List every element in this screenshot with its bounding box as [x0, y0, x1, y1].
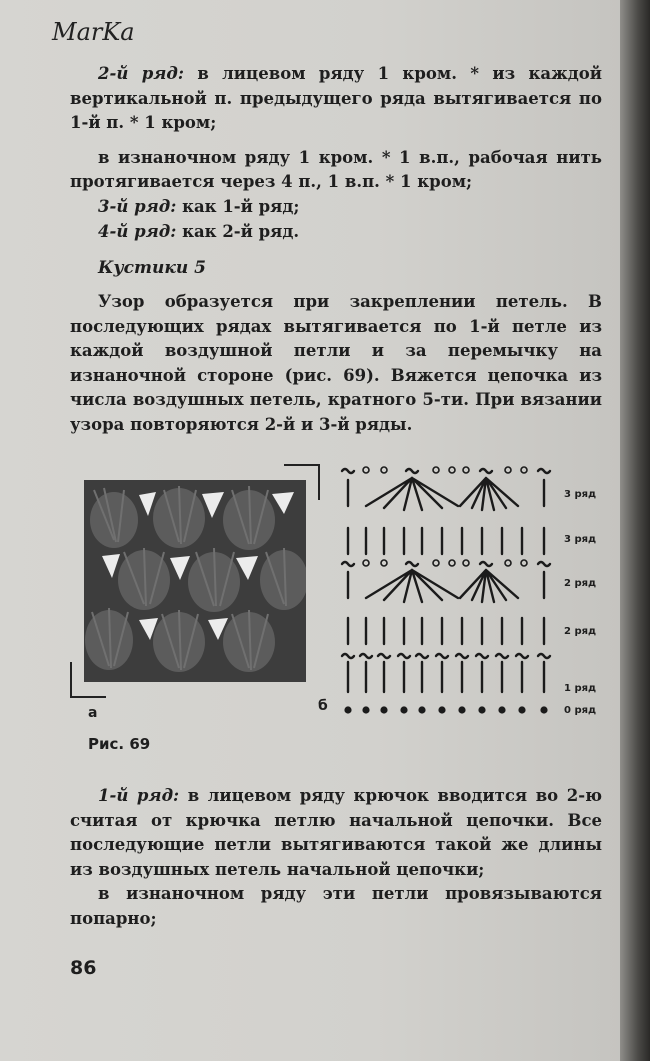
chart-row-label: 2 ряд [564, 578, 597, 589]
intro-text-block [70, 290, 602, 438]
page-number: 86 [70, 957, 97, 979]
chart-foundation-chain [344, 706, 547, 713]
row-label: 3-й ряд: [98, 196, 177, 216]
figure-label-a: а [88, 705, 98, 721]
book-spine [620, 0, 650, 1061]
paragraph-row4 [70, 220, 602, 245]
chart-row-label: 3 ряд [564, 534, 597, 545]
chart-fan [366, 570, 458, 602]
chart-vertical-row [348, 618, 544, 644]
chart-row-label: 3 ряд [564, 489, 597, 500]
chart-fan [460, 570, 518, 602]
paragraph-text: как 1-й ряд; [182, 196, 300, 216]
paragraph-row1-back: в изнаночном ряду эти петли провязываются попарно; [70, 884, 602, 928]
chart-chain-tilde [406, 562, 418, 566]
paragraph-row2-back: в изнаночном ряду 1 кром. * 1 в.п., рабочая нить протягивается через 4 п., 1 в.п. * 1 кром; [70, 147, 602, 192]
crochet-chart [338, 460, 558, 722]
chart-row1 [342, 654, 550, 692]
chart-chain-tilde [342, 562, 354, 566]
pattern-photo-image [84, 480, 306, 682]
chart-chain-tilde [480, 469, 492, 473]
chart-chain-tilde [406, 469, 418, 473]
figure-label-b: б [318, 698, 328, 714]
figure-caption: Рис. 69 [88, 735, 151, 753]
chart-fan [460, 478, 518, 510]
chart-chain-tilde [480, 562, 492, 566]
row-label: 4-й ряд: [98, 221, 177, 241]
paragraph-row2-face [70, 62, 602, 136]
intro-paragraph: Узор образуется при закреплении петель. В последующих рядах вытягивается по 1-й петле из каждой воздушной петли и за перемычку на изнаночной стороне (рис. 69). Вяжется цепочка из числа воздушных петель, кратного 5-ти. При вязании узора повторяются 2-й и 3-й ряды. [70, 292, 602, 434]
knitted-pattern-photo [84, 480, 306, 682]
paragraph-text: как 2-й ряд. [182, 221, 300, 241]
chart-chain-tilde [342, 469, 354, 473]
chart-fan [366, 478, 458, 510]
paragraph-row1-face [70, 784, 602, 882]
top-text-block [70, 62, 602, 244]
chart-row-label: 2 ряд [564, 626, 597, 637]
chart-chain-tilde [538, 469, 550, 473]
row-label: 1-й ряд: [98, 786, 180, 805]
chart-row-label: 1 ряд [564, 683, 597, 694]
paragraph-text: в лицевом ряду 1 кром. * из каждой вертикальной п. предыдущего ряда вытягивается по 1-й п. * 1 кром; [70, 64, 602, 133]
paragraph-text: в лицевом ряду крючок вводится во 2-ю считая от крючка петлю начальной цепочки. Все последующие петли вытягиваются такой же длины из воздушных петель начальной цепочки; [70, 786, 602, 879]
watermark: MarKa [52, 18, 135, 46]
row-label: 2-й ряд: [98, 64, 184, 83]
paragraph-row3 [70, 195, 602, 220]
chart-vertical-row [348, 528, 544, 554]
chart-chain-tilde [538, 562, 550, 566]
chart-row-label: 0 ряд [564, 705, 597, 716]
section-heading: Кустики 5 [98, 258, 206, 278]
bottom-text-block [70, 784, 602, 932]
